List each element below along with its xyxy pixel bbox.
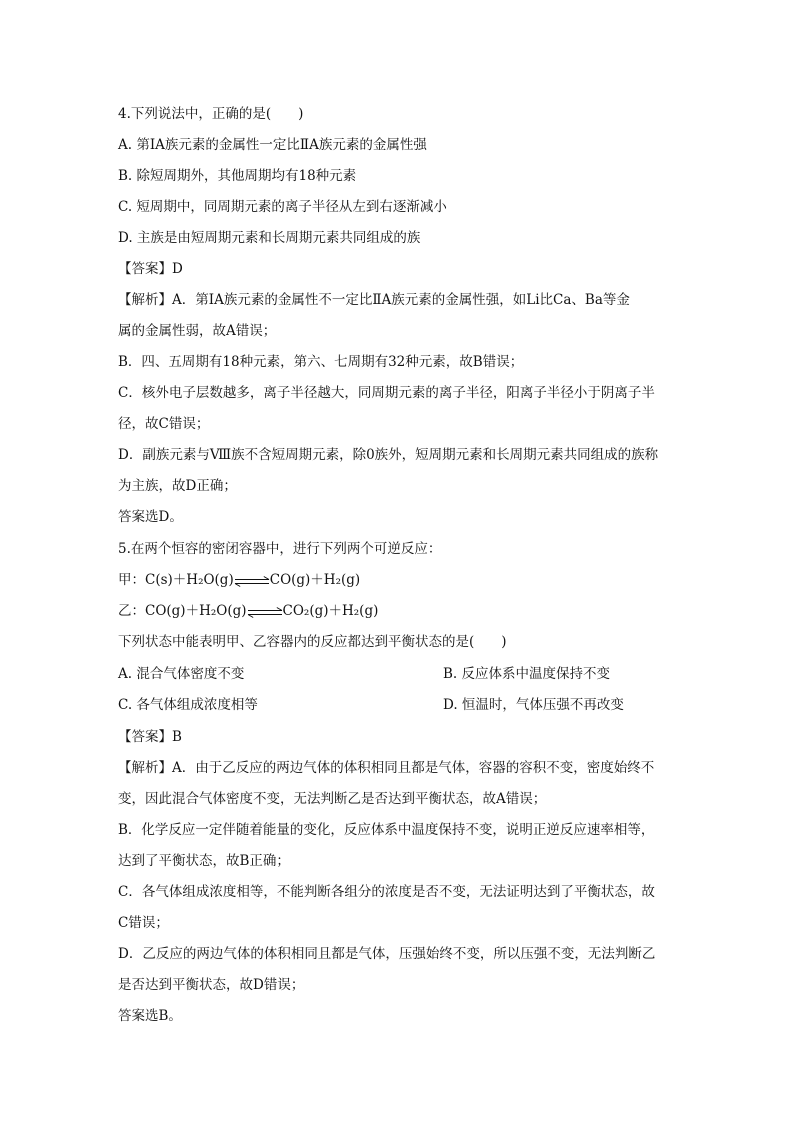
q4-analysis-line: 为主族，故D正确；	[118, 478, 237, 494]
q4-option-d: D. 主族是由短周期元素和长周期元素共同组成的族	[118, 230, 421, 246]
q5-answer: 【答案】B	[118, 729, 182, 745]
reaction-b-right: CO₂(g)＋H₂(g)	[282, 603, 379, 619]
q5-option-a: A. 混合气体密度不变	[118, 666, 245, 682]
q5-analysis-line: B．化学反应一定伴随着能量的变化，反应体系中温度保持不变，说明正逆反应速率相等，	[118, 822, 655, 838]
q5-reaction-a	[118, 570, 678, 590]
reaction-a-left: C(s)＋H₂O(g)	[145, 572, 234, 588]
q4-final-answer: 答案选D。	[118, 509, 183, 525]
q4-analysis-line: 径，故C错误；	[118, 416, 210, 432]
q5-analysis-line: D．乙反应的两边气体的体积相同且都是气体，压强始终不变，所以压强不变，无法判断乙	[118, 946, 656, 962]
q5-analysis-line: C．各气体组成浓度相等，不能判断各组分的浓度是否不变，无法证明达到了平衡状态，故	[118, 884, 655, 900]
q4-analysis-line: D．副族元素与Ⅷ族不含短周期元素，除0族外，短周期元素和长周期元素共同组成的族称	[118, 447, 659, 463]
q5-option-c: C. 各气体组成浓度相等	[118, 697, 258, 713]
q5-analysis-line: 【解析】A．由于乙反应的两边气体的体积相同且都是气体，容器的容积不变，密度始终不	[118, 760, 655, 776]
q5-final-answer: 答案选B。	[118, 1008, 182, 1024]
q5-question: 下列状态中能表明甲、乙容器内的反应都达到平衡状态的是( )	[118, 634, 507, 650]
equilibrium-arrow-icon	[248, 607, 282, 617]
q5-reaction-b	[118, 601, 678, 621]
reaction-b-label: 乙：	[118, 603, 145, 619]
equilibrium-arrow-icon	[235, 576, 269, 586]
q4-analysis-line: B．四、五周期有18种元素，第六、七周期有32种元素，故B错误；	[118, 354, 524, 370]
q4-analysis-line: 属的金属性弱，故A错误；	[118, 323, 277, 339]
reaction-a-label: 甲：	[118, 572, 145, 588]
q5-stem: 5.在两个恒容的密闭容器中，进行下列两个可逆反应：	[118, 541, 442, 557]
q4-option-a: A. 第ⅠA族元素的金属性一定比ⅡA族元素的金属性强	[118, 137, 427, 153]
q4-analysis-line: 【解析】A．第ⅠA族元素的金属性不一定比ⅡA族元素的金属性强，如Li比Ca、Ba等金	[118, 292, 630, 308]
reaction-a-right: CO(g)＋H₂(g)	[269, 572, 361, 588]
q5-analysis-line: 变，因此混合气体密度不变，无法判断乙是否达到平衡状态，故A错误；	[118, 791, 547, 807]
q4-option-c: C. 短周期中，同周期元素的离子半径从左到右逐渐减小	[118, 199, 447, 215]
q5-analysis-line: 是否达到平衡状态，故D错误；	[118, 977, 305, 993]
q5-option-b: B. 反应体系中温度保持不变	[443, 666, 611, 682]
q4-stem: 4.下列说法中，正确的是( )	[118, 106, 304, 122]
q4-option-b: B. 除短周期外，其他周期均有18种元素	[118, 168, 357, 184]
reaction-b-left: CO(g)＋H₂O(g)	[145, 603, 247, 619]
q5-analysis-line: C错误；	[118, 915, 169, 931]
q5-analysis-line: 达到了平衡状态，故B正确；	[118, 853, 290, 869]
q5-option-d: D. 恒温时，气体压强不再改变	[443, 697, 624, 713]
q4-analysis-line: C．核外电子层数越多，离子半径越大，同周期元素的离子半径，阳离子半径小于阴离子半	[118, 385, 655, 401]
q4-answer: 【答案】D	[118, 261, 183, 277]
